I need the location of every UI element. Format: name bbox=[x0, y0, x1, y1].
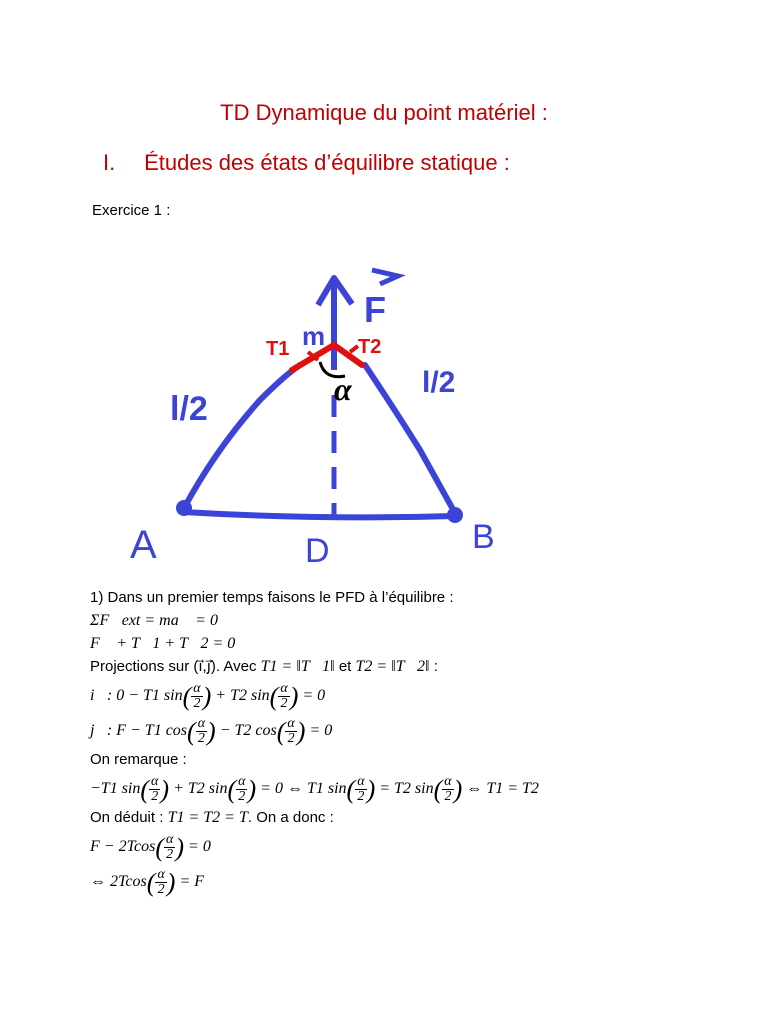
label-t1: T1 bbox=[266, 338, 290, 360]
label-d: D bbox=[305, 532, 330, 570]
label-alpha: α bbox=[334, 371, 352, 407]
line-deduce: On déduit : T1 = T2 = T. On a donc : bbox=[90, 809, 334, 826]
rope-left bbox=[183, 365, 300, 510]
eq-sum-forces: ΣF⃗ext = ma⃗ = 0 bbox=[90, 612, 218, 629]
eq-f-minus-2t: F − 2Tcos( $\frac{\alpha}{2}$ ) = 0 bbox=[90, 831, 211, 862]
section-title: Études des états d’équilibre statique : bbox=[144, 150, 510, 175]
exercise-label: Exercice 1 : bbox=[92, 202, 171, 219]
eq-projection-i: i⃗: 0 − T1 sin( $\frac{\alpha}{2}$ ) + T2 sin( $\frac{\alpha}{2}$ ) = 0 bbox=[90, 680, 326, 711]
label-m: m bbox=[302, 321, 326, 351]
page-title: TD Dynamique du point matériel : bbox=[220, 100, 548, 125]
eq-projection-j: j⃗: F − T1 cos( $\frac{\alpha}{2}$ ) − T2 cos( $\frac{\alpha}{2}$ ) = 0 bbox=[90, 715, 333, 746]
eq-2t-equals-f: ⇔ 2Tcos( $\frac{\alpha}{2}$ ) = F bbox=[90, 866, 205, 897]
eq-remark: −T1 sin( $\frac{\alpha}{2}$ ) + T2 sin( $\frac{\alpha}{2}$ ) = 0 ⇔ T1 sin( $\frac{\alpha}{2}$ ) = T2 sin( $\frac{\alpha}{2}$ ) ⇔ T1 = T2 bbox=[90, 773, 539, 804]
solution-text bbox=[90, 586, 539, 899]
base-segment bbox=[183, 512, 455, 517]
line-pfd: 1) Dans un premier temps faisons le PFD à l’équilibre : bbox=[90, 589, 454, 606]
point-b-dot bbox=[447, 507, 463, 523]
line-projections: Projections sur (i⃗,j⃗). Avec T1 = ‖T⃗1‖ et T2 = ‖T⃗2‖ : bbox=[90, 658, 438, 675]
label-b: B bbox=[472, 518, 495, 556]
label-l-half-left: l/2 bbox=[170, 390, 208, 428]
section-number: I. bbox=[103, 150, 116, 175]
eq-vector-sum: F⃗ + T⃗1 + T⃗2 = 0 bbox=[90, 635, 236, 652]
line-remark: On remarque : bbox=[90, 751, 187, 768]
label-a: A bbox=[130, 523, 157, 567]
label-l-half-right: l/2 bbox=[422, 366, 456, 399]
label-t2: T2 bbox=[358, 336, 382, 358]
f-vector-mark bbox=[372, 270, 398, 284]
t2-arrowhead bbox=[350, 346, 358, 352]
point-a-dot bbox=[176, 500, 192, 516]
frac-alpha-2: $\frac{\alpha}{2}$ bbox=[193, 680, 201, 711]
label-f: F bbox=[364, 289, 386, 330]
